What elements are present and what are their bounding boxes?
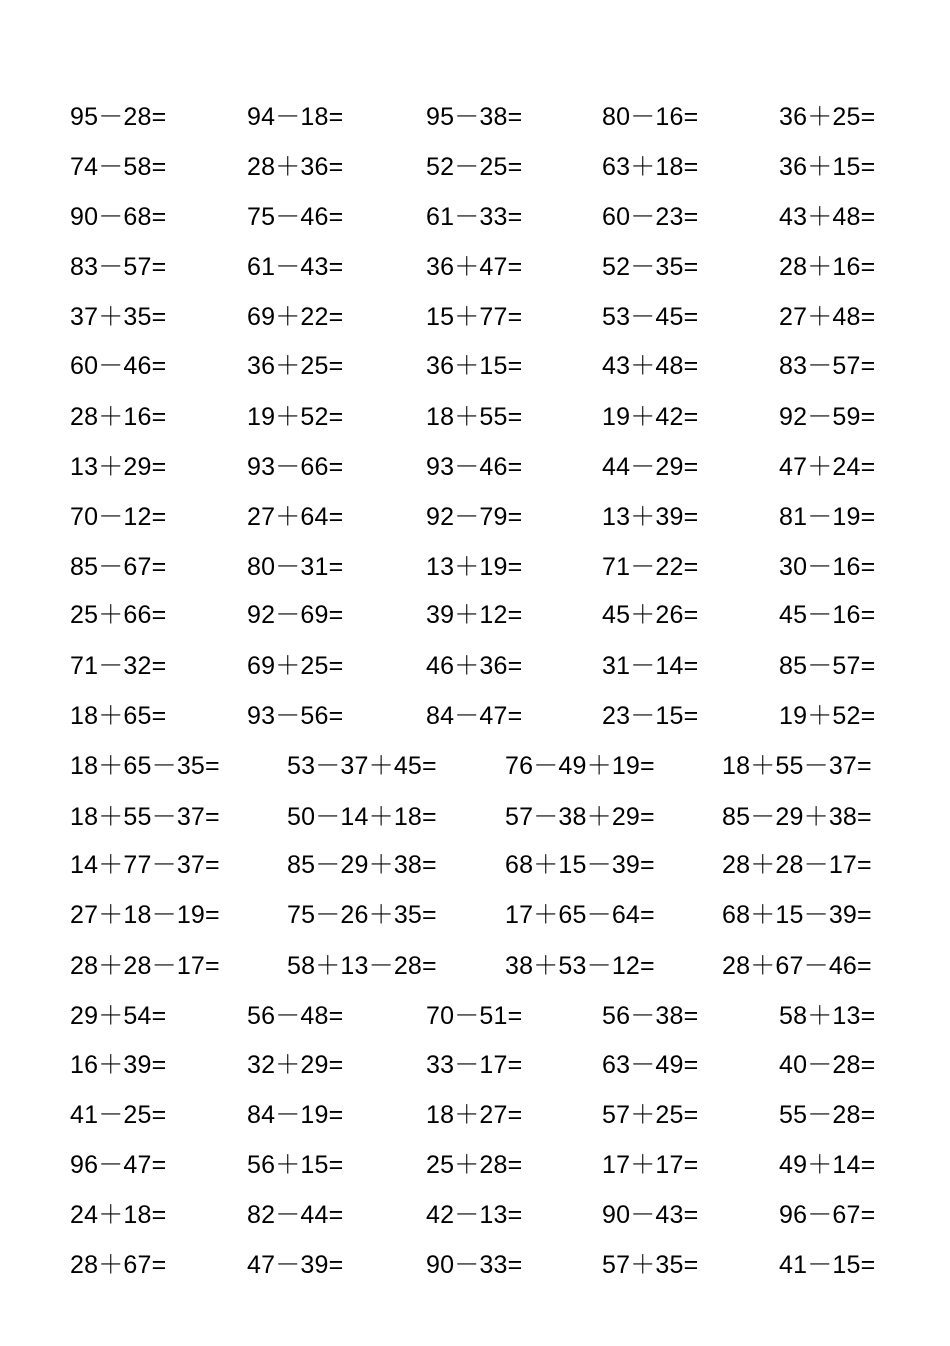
math-problem: 29＋54= <box>70 1002 167 1030</box>
math-problem: 56＋15= <box>247 1151 344 1179</box>
problem-row <box>0 547 950 587</box>
math-problem: 33－17= <box>426 1051 523 1079</box>
math-problem: 49＋14= <box>779 1151 876 1179</box>
math-problem: 83－57= <box>70 253 167 281</box>
problem-row <box>0 497 950 537</box>
math-problem: 57－38＋29= <box>505 803 655 831</box>
math-problem: 23－15= <box>602 702 699 730</box>
math-problem: 28＋28－17= <box>722 851 872 879</box>
math-problem: 55－28= <box>779 1101 876 1129</box>
math-problem: 28＋28－17= <box>70 952 220 980</box>
math-problem: 19＋52= <box>779 702 876 730</box>
math-problem: 42－13= <box>426 1201 523 1229</box>
math-problem: 45＋26= <box>602 601 699 629</box>
math-problem: 96－47= <box>70 1151 167 1179</box>
math-problem: 81－19= <box>779 503 876 531</box>
math-problem: 30－16= <box>779 553 876 581</box>
math-problem: 53－45= <box>602 303 699 331</box>
math-problem: 74－58= <box>70 153 167 181</box>
math-problem: 57＋35= <box>602 1251 699 1279</box>
math-problem: 43＋48= <box>602 352 699 380</box>
problem-row <box>0 696 950 736</box>
math-problem: 95－28= <box>70 103 167 131</box>
math-problem: 44－29= <box>602 453 699 481</box>
math-problem: 85－67= <box>70 553 167 581</box>
math-problem: 76－49＋19= <box>505 752 655 780</box>
math-problem: 36＋25= <box>247 352 344 380</box>
math-problem: 15＋77= <box>426 303 523 331</box>
math-problem: 69＋25= <box>247 652 344 680</box>
math-problem: 25＋28= <box>426 1151 523 1179</box>
problem-row <box>0 247 950 287</box>
problem-row <box>0 845 950 885</box>
problem-row <box>0 946 950 986</box>
math-problem: 36＋25= <box>779 103 876 131</box>
problem-row <box>0 895 950 935</box>
problem-row <box>0 646 950 686</box>
math-problem: 27＋64= <box>247 503 344 531</box>
math-problem: 18＋65= <box>70 702 167 730</box>
problem-row <box>0 1195 950 1235</box>
math-problem: 93－66= <box>247 453 344 481</box>
math-problem: 85－29＋38= <box>722 803 872 831</box>
math-problem: 71－32= <box>70 652 167 680</box>
problem-row <box>0 147 950 187</box>
math-problem: 82－44= <box>247 1201 344 1229</box>
math-problem: 13＋29= <box>70 453 167 481</box>
math-problem: 90－43= <box>602 1201 699 1229</box>
math-problem: 13＋39= <box>602 503 699 531</box>
math-problem: 71－22= <box>602 553 699 581</box>
math-problem: 68＋15－39= <box>722 901 872 929</box>
math-problem: 61－43= <box>247 253 344 281</box>
math-problem: 24＋18= <box>70 1201 167 1229</box>
math-problem: 18＋55= <box>426 403 523 431</box>
math-problem: 25＋66= <box>70 601 167 629</box>
math-problem: 63＋18= <box>602 153 699 181</box>
math-problem: 41－25= <box>70 1101 167 1129</box>
math-problem: 53－37＋45= <box>287 752 437 780</box>
math-problem: 95－38= <box>426 103 523 131</box>
math-problem: 17＋17= <box>602 1151 699 1179</box>
math-problem: 52－35= <box>602 253 699 281</box>
math-problem: 47－39= <box>247 1251 344 1279</box>
math-problem: 18＋65－35= <box>70 752 220 780</box>
math-problem: 18＋27= <box>426 1101 523 1129</box>
math-problem: 38＋53－12= <box>505 952 655 980</box>
math-problem: 85－57= <box>779 652 876 680</box>
math-problem: 50－14＋18= <box>287 803 437 831</box>
math-problem: 31－14= <box>602 652 699 680</box>
math-problem: 69＋22= <box>247 303 344 331</box>
math-problem: 43＋48= <box>779 203 876 231</box>
math-problem: 70－51= <box>426 1002 523 1030</box>
math-problem: 75－46= <box>247 203 344 231</box>
math-problem: 57＋25= <box>602 1101 699 1129</box>
math-problem: 28＋67= <box>70 1251 167 1279</box>
problem-row <box>0 1095 950 1135</box>
math-problem: 27＋48= <box>779 303 876 331</box>
math-problem: 63－49= <box>602 1051 699 1079</box>
math-problem: 45－16= <box>779 601 876 629</box>
math-problem: 61－33= <box>426 203 523 231</box>
math-problem: 94－18= <box>247 103 344 131</box>
math-problem: 28＋16= <box>779 253 876 281</box>
math-problem: 56－48= <box>247 1002 344 1030</box>
problem-row <box>0 797 950 837</box>
math-problem: 75－26＋35= <box>287 901 437 929</box>
math-problem: 47＋24= <box>779 453 876 481</box>
math-problem: 28＋16= <box>70 403 167 431</box>
problem-row <box>0 397 950 437</box>
math-problem: 58＋13= <box>779 1002 876 1030</box>
math-problem: 80－16= <box>602 103 699 131</box>
problem-row <box>0 1145 950 1185</box>
math-problem: 52－25= <box>426 153 523 181</box>
math-problem: 36＋15= <box>426 352 523 380</box>
math-problem: 46＋36= <box>426 652 523 680</box>
problem-row <box>0 1245 950 1285</box>
math-problem: 90－33= <box>426 1251 523 1279</box>
math-problem: 18＋55－37= <box>70 803 220 831</box>
math-problem: 16＋39= <box>70 1051 167 1079</box>
problem-row <box>0 346 950 386</box>
math-problem: 36＋47= <box>426 253 523 281</box>
math-problem: 85－29＋38= <box>287 851 437 879</box>
math-problem: 28＋67－46= <box>722 952 872 980</box>
math-problem: 96－67= <box>779 1201 876 1229</box>
math-problem: 14＋77－37= <box>70 851 220 879</box>
math-problem: 60－23= <box>602 203 699 231</box>
math-problem: 13＋19= <box>426 553 523 581</box>
math-problem: 60－46= <box>70 352 167 380</box>
problem-row <box>0 97 950 137</box>
math-problem: 84－47= <box>426 702 523 730</box>
math-problem: 58＋13－28= <box>287 952 437 980</box>
math-problem: 93－56= <box>247 702 344 730</box>
math-problem: 27＋18－19= <box>70 901 220 929</box>
math-problem: 90－68= <box>70 203 167 231</box>
math-problem: 19＋42= <box>602 403 699 431</box>
problem-row <box>0 996 950 1036</box>
problem-row <box>0 1045 950 1085</box>
math-problem: 92－79= <box>426 503 523 531</box>
math-problem: 70－12= <box>70 503 167 531</box>
problem-row <box>0 595 950 635</box>
math-problem: 32＋29= <box>247 1051 344 1079</box>
math-problem: 56－38= <box>602 1002 699 1030</box>
problem-row <box>0 746 950 786</box>
math-problem: 41－15= <box>779 1251 876 1279</box>
problem-row <box>0 447 950 487</box>
math-problem: 92－69= <box>247 601 344 629</box>
math-problem: 40－28= <box>779 1051 876 1079</box>
math-problem: 84－19= <box>247 1101 344 1129</box>
math-problem: 37＋35= <box>70 303 167 331</box>
math-problem: 39＋12= <box>426 601 523 629</box>
math-problem: 28＋36= <box>247 153 344 181</box>
math-problem: 19＋52= <box>247 403 344 431</box>
math-problem: 93－46= <box>426 453 523 481</box>
math-problem: 83－57= <box>779 352 876 380</box>
math-problem: 18＋55－37= <box>722 752 872 780</box>
math-problem: 92－59= <box>779 403 876 431</box>
math-problem: 68＋15－39= <box>505 851 655 879</box>
math-problem: 17＋65－64= <box>505 901 655 929</box>
math-problem: 36＋15= <box>779 153 876 181</box>
problem-row <box>0 197 950 237</box>
problem-row <box>0 297 950 337</box>
math-problem: 80－31= <box>247 553 344 581</box>
